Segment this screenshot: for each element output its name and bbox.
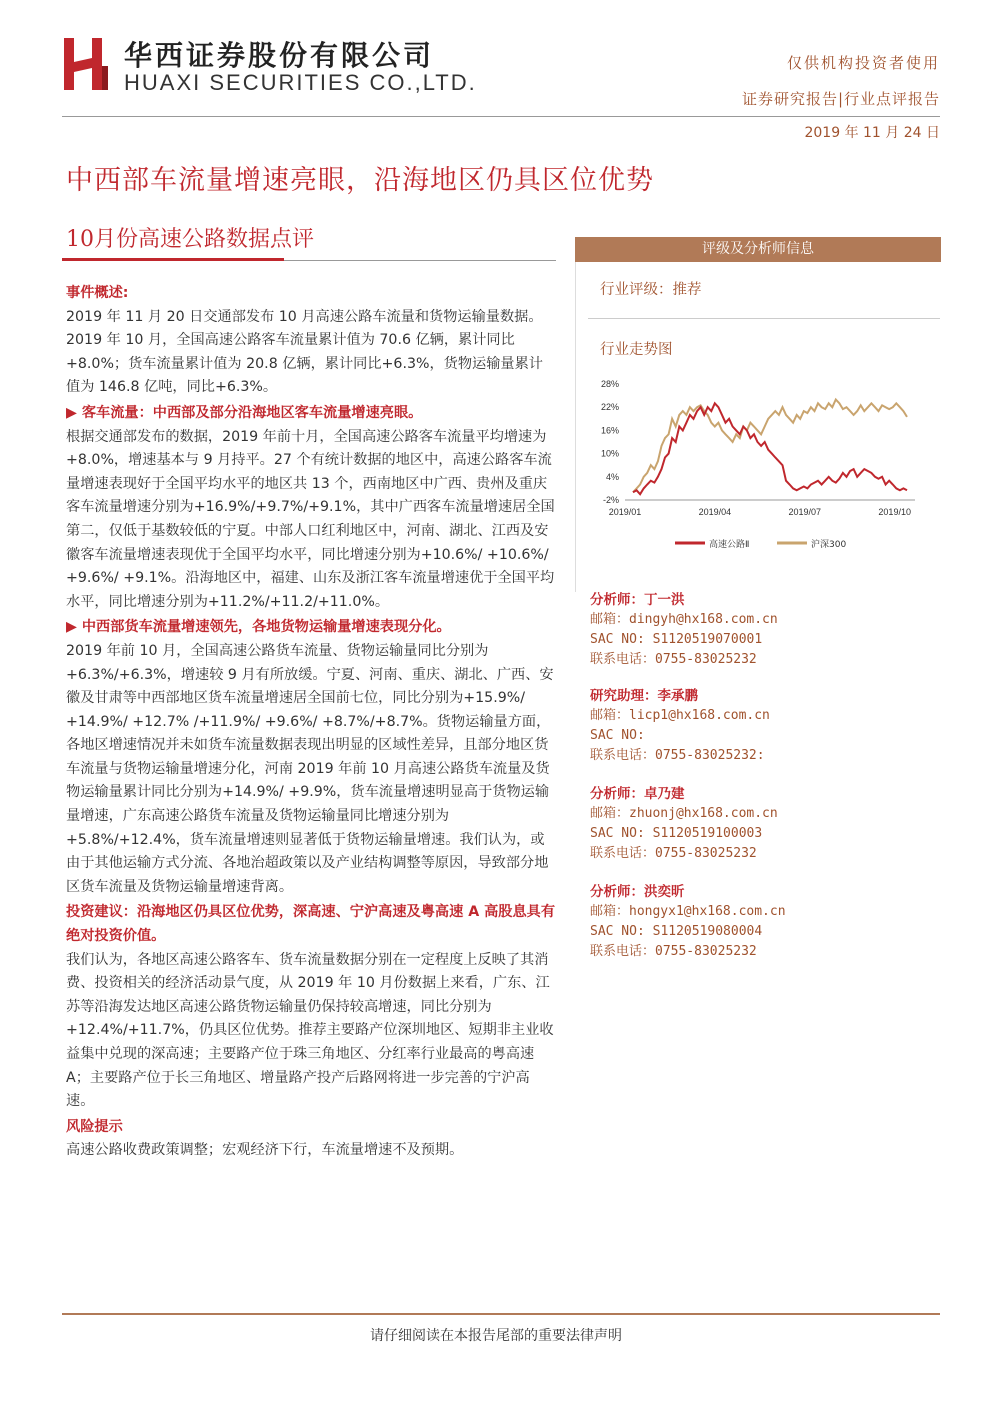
legal-notice: 请仔细阅读在本报告尾部的重要法律声明 (370, 1328, 622, 1344)
report-date: 2019 年 11 月 24 日 (804, 125, 940, 141)
y-tick-label: 22% (600, 402, 619, 413)
trend-chart (585, 372, 930, 562)
body-column (66, 282, 556, 1163)
analyst-sac: SAC NO: S1120519100003 (590, 826, 763, 841)
subtitle-rule (284, 260, 556, 261)
x-tick-label: 2019/04 (698, 507, 732, 517)
analyst-name: 研究助理：李承鹏 (590, 688, 698, 704)
legend-label: 高速公路Ⅱ (709, 540, 750, 550)
footer-divider (62, 1313, 940, 1315)
analyst-email: 邮箱：dingyh@hx168.com.cn (590, 612, 778, 627)
event-text: 2019 年 11 月 20 日交通部发布 10 月高速公路车流量和货物运输量数据。2019 年 10 月，全国高速公路客车流量累计值为 70.6 亿辆，累计同比+8.0%；货车流量累计值为 20.8 亿辆，累计同比+6.3%，货物运输量累计值为 146.8 亿吨，同比+6.3%。 (66, 308, 543, 396)
x-tick-label: 2019/01 (608, 507, 642, 517)
analyst-email: 邮箱：licp1@hx168.com.cn (590, 708, 770, 723)
sidebar-divider (588, 318, 940, 319)
risk-heading: 风险提示 (66, 1118, 123, 1135)
section1-heading: ▶ 客车流量：中西部及部分沿海地区客车流量增速亮眼。 (66, 404, 423, 421)
company-name-en: HUAXI SECURITIES CO.,LTD. (124, 70, 477, 95)
y-tick-label: 4% (605, 471, 619, 482)
analyst-email: 邮箱：zhuonj@hx168.com.cn (590, 806, 778, 821)
analyst-block-1 (590, 590, 930, 670)
x-tick-label: 2019/10 (878, 507, 911, 517)
analyst-sac: SAC NO: S1120519070001 (590, 632, 763, 647)
analyst-phone: 联系电话：0755-83025232 (590, 652, 757, 667)
analyst-sac: SAC NO: S1120519080004 (590, 924, 763, 939)
header-divider (62, 116, 940, 117)
analyst-phone: 联系电话：0755-83025232 (590, 846, 757, 861)
y-tick-label: 10% (600, 448, 619, 459)
company-logo-icon (62, 36, 110, 92)
company-name-cn: 华西证券股份有限公司 (124, 39, 435, 72)
section2-text: 2019 年前 10 月，全国高速公路货车流量、货物运输量同比分别为+6.3%/+6.3%，增速较 9 月有所放缓。宁夏、河南、重庆、湖北、广西、安徽及甘肃等中西部地区货车流量增速居全国前七位，同比分别为+15.9%/ +14.9%/ +12.7% /+11.9%/ +9.6%/ +8.7%/+8.7%。货物运输量方面，各地区增速情况并未如货车流量数据表现出明显的区域性差异，且部分地区货车流量与货物运输量增速分化，河南 2019 年前 10 月高速公路货车流量及货物运输量累计同比分别为+14.9%/ +9.9%，货车流量增速明显高于货物运输量增速，广东高速公路货车流量及货物运输量同比增速分别为+5.8%/+12.4%，货车流量增速则显著低于货物运输量增速。我们认为，或由于其他运输方式分流、各地治超政策以及产业结构调整等原因，导致部分地区货车流量及货物运输量增速背离。 (66, 642, 554, 895)
analyst-sac: SAC NO: (590, 728, 645, 743)
x-tick-label: 2019/07 (788, 507, 822, 517)
y-tick-label: -2% (602, 495, 619, 505)
risk-text: 高速公路收费政策调整；宏观经济下行，车流量增速不及预期。 (66, 1142, 464, 1159)
analyst-phone: 联系电话：0755-83025232 (590, 944, 757, 959)
analyst-name: 分析师：丁一洪 (590, 592, 685, 608)
section3-text: 我们认为，各地区高速公路客车、货车流量数据分别在一定程度上反映了其消费、投资相关的经济活动景气度，从 2019 年 10 月份数据上来看，广东、江苏等沿海发达地区高速公路货物运输量仍保持较高增速，同比分别为+12.4%/+11.7%，仍具区位优势。推荐主要路产位深圳地区、短期非主业收益集中兑现的深高速；主要路产位于珠三角地区、分红率行业最高的粤高速 A；主要路产位于长三角地区、增量路产投产后路网将进一步完善的宁沪高速。 (66, 951, 554, 1110)
analyst-phone: 联系电话：0755-83025232: (590, 748, 765, 763)
analyst-name: 分析师：洪奕昕 (590, 884, 685, 900)
y-tick-label: 28% (600, 379, 619, 389)
section3-heading: 投资建议：沿海地区仍具区位优势，深高速、宁沪高速及粤高速 A 高股息具有绝对投资价值。 (66, 904, 556, 945)
report-type: 证券研究报告|行业点评报告 (741, 90, 940, 108)
series-line-hs300 (633, 400, 907, 493)
analyst-name: 分析师：卓乃建 (590, 786, 685, 802)
y-tick-label: 16% (600, 425, 619, 436)
analyst-block-4 (590, 882, 930, 962)
analyst-email: 邮箱：hongyx1@hx168.com.cn (590, 904, 786, 919)
section2-heading: ▶ 中西部货车流量增速领先，各地货物运输量增速表现分化。 (66, 619, 451, 636)
report-subtitle: 10月份高速公路数据点评 (66, 227, 314, 252)
analyst-block-3 (590, 784, 930, 864)
legend-label: 沪深300 (811, 540, 847, 550)
report-title: 中西部车流量增速亮眼，沿海地区仍具区位优势 (66, 165, 654, 196)
subtitle-underline (62, 258, 284, 261)
industry-rating: 行业评级：推荐 (600, 282, 702, 298)
event-heading: 事件概述: (66, 285, 129, 301)
trend-chart-title: 行业走势图 (600, 342, 673, 358)
analyst-block-2 (590, 686, 930, 766)
use-notice: 仅供机构投资者使用 (786, 54, 940, 72)
section1-text: 根据交通部发布的数据，2019 年前十月，全国高速公路客车流量平均增速为+8.0%，增速基本与 9 月持平。27 个有统计数据的地区中，高速公路客车流量增速表现好于全国平均水平的地区共 13 个，西南地区中广西、贵州及重庆客车流量增速分别为+16.9%/+9.7%/+9.1%，其中广西客车流量增速居全国第二，仅低于基数较低的宁夏。中部人口红利地区中，河南、湖北、江西及安徽客车流量增速表现优于全国平均水平，同比增速分别为+10.6%/ +10.6%/ +9.6%/ +9.1%。沿海地区中，福建、山东及浙江客车流量增速优于全国平均水平，同比增速分别为+11.2%/+11.2/+11.0%。 (66, 428, 555, 610)
sidebar-title-bar: 评级及分析师信息 (575, 237, 941, 262)
